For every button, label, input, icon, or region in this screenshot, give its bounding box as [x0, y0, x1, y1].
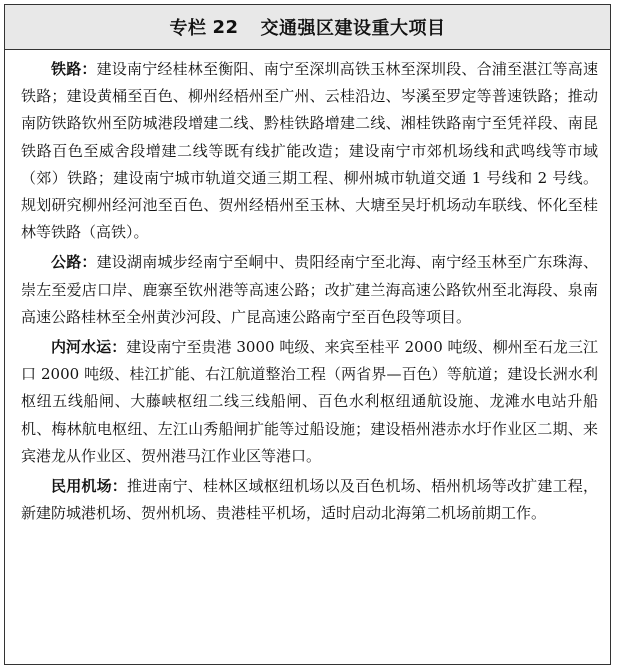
section-waterway: [21, 334, 598, 470]
section-heading: 铁路：: [51, 60, 97, 78]
section-body: 建设湖南城步经南宁至峒中、贵阳经南宁至北海、南宁经玉林至广东珠海、崇左至爱店口岸、鹿寨至钦州港等高速公路；改扩建兰海高速公路钦州至北海段、泉南高速公路桂林至全州黄沙河段、广昆高速公路南宁至百色段等项目。: [21, 253, 598, 326]
box-content: [5, 50, 610, 527]
section-body: 推进南宁、桂林区域枢纽机场以及百色机场、梧州机场等改扩建工程，新建防城港机场、贺州机场、贵港桂平机场，适时启动北海第二机场前期工作。: [21, 477, 598, 523]
title-prefix: 专栏: [169, 18, 207, 39]
section-heading: 公路：: [51, 253, 97, 272]
title-number: 22: [212, 16, 239, 38]
section-airport: [21, 473, 598, 527]
title-text: 交通强区建设重大项目: [260, 18, 446, 39]
section-highway: [21, 249, 598, 331]
project-box: [4, 4, 611, 665]
section-heading: 内河水运：: [51, 338, 127, 357]
section-body: 建设南宁至贵港 3000 吨级、来宾至桂平 2000 吨级、柳州至石龙三江口 2000 吨级、桂江扩能、右江航道整治工程（两省界—百色）等航道；建设长洲水利枢纽五线船闸、大藤峡枢纽二线三线船闸、百色水利枢纽通航设施、龙滩水电站升船机、梅林航电枢纽、左江山秀船闸扩能等过船设施；建设梧州港赤水圩作业区二期、来宾港龙从作业区、贺州港马江作业区等港口。: [21, 338, 598, 465]
section-railway: [21, 56, 598, 246]
section-heading: 民用机场：: [51, 477, 127, 496]
box-title: [5, 5, 610, 50]
section-body: 建设南宁经桂林至衡阳、南宁至深圳高铁玉林至深圳段、合浦至湛江等高速铁路；建设黄桶至百色、柳州经梧州至广州、云桂沿边、岑溪至罗定等普速铁路；推动南防铁路钦州至防城港段增建二线、黔桂铁路增建二线、湘桂铁路南宁至凭祥段、南昆铁路百色至威舍段增建二线等既有线扩能改造；建设南宁市郊机场线和武鸣线等市域（郊）铁路；建设南宁城市轨道交通三期工程、柳州城市轨道交通 1 号线和 2 号线。规划研究柳州经河池至百色、贺州经梧州至玉林、大塘至吴圩机场动车联线、怀化至桂林等铁路（高铁）。: [21, 60, 598, 242]
